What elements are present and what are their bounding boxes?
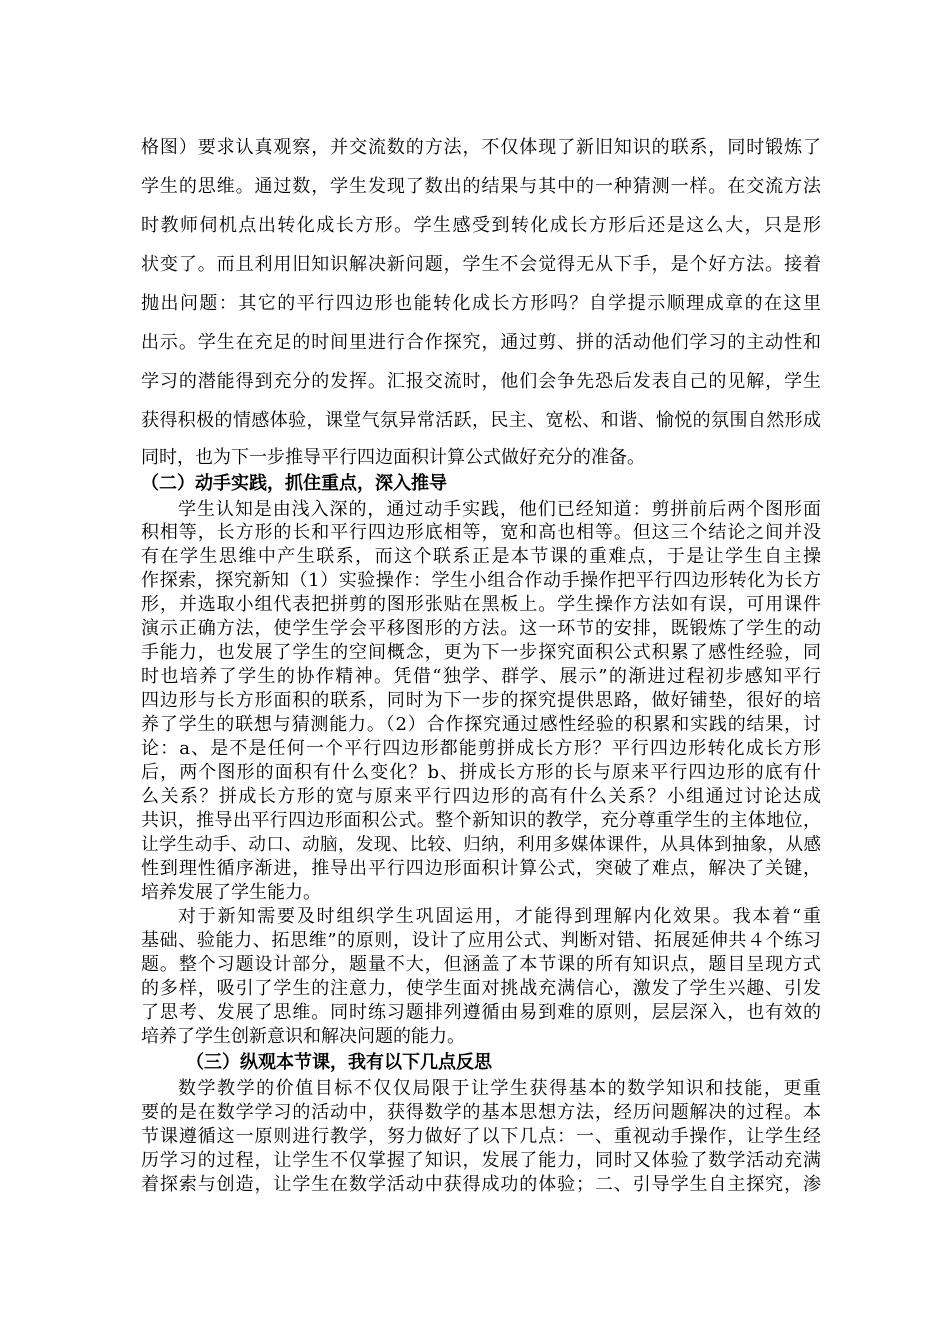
paragraph-2-line: 培养发展了学生能力。 — [141, 882, 321, 903]
paragraph-1-line: 抛出问题：其它的平行四边形也能转化成长方形吗？自学提示顺理成章的在这里 — [141, 293, 821, 314]
paragraph-4-line: 要的是在数学学习的活动中，获得数学的基本思想方法，经历问题解决的过程。本 — [141, 1102, 821, 1123]
paragraph-2-line: 论：a、是不是任何一个平行四边形都能剪拼成长方形？平行四边形转化成长方形 — [141, 738, 821, 759]
paragraph-2-line: 性到理性循序渐进，推导出平行四边形面积计算公式，突破了难点，解决了关键， — [141, 858, 821, 879]
paragraph-3-line: 培养了学生创新意识和解决问题的能力。 — [141, 1026, 465, 1047]
paragraph-1-line: 学生的思维。通过数，学生发现了数出的结果与其中的一种猜测一样。在交流方法 — [141, 176, 821, 197]
paragraph-4-line: 节课遵循这一原则进行教学，努力做好了以下几点：一、重视动手操作，让学生经 — [141, 1126, 821, 1147]
paragraph-2-line: 演示正确方法，使学生学会平移图形的方法。这一环节的安排，既锻炼了学生的动 — [141, 618, 821, 639]
paragraph-1-line: 时教师伺机点出转化成长方形。学生感受到转化成长方形后还是这么大，只是形 — [141, 215, 821, 236]
paragraph-2-line: 积相等，长方形的长和平行四边形底相等，宽和高也相等。但这三个结论之间并没 — [141, 522, 821, 543]
paragraph-1-line: 出示。学生在充足的时间里进行合作探究，通过剪、拼的活动他们学习的主动性和 — [141, 332, 821, 353]
paragraph-2-line: 学生认知是由浅入深的，通过动手实践，他们已经知道：剪拼前后两个图形面 — [178, 499, 821, 520]
paragraph-3-line: 基础、验能力、拓思维”的原则，设计了应用公式、判断对错、拓展延伸共４个练习 — [141, 930, 821, 951]
paragraph-3-line: 了思考、发展了思维。同时练习题排列遵循由易到难的原则，层层深入，也有效的 — [141, 1002, 821, 1023]
paragraph-2-line: 么关系？拼成长方形的宽与原来平行四边形的高有什么关系？小组通过讨论达成 — [141, 786, 821, 807]
paragraph-2-line: 共识，推导出平行四边形面积公式。整个新知识的教学，充分尊重学生的主体地位， — [141, 810, 821, 831]
paragraph-4-line: 历学习的过程，让学生不仅掌握了知识，发展了能力，同时又体验了数学活动充满 — [141, 1150, 821, 1171]
paragraph-2-line: 手能力，也发展了学生的空间概念，更为下一步探究面积公式积累了感性经验，同 — [141, 642, 821, 663]
paragraph-1-line: 学习的潜能得到充分的发挥。汇报交流时，他们会争先恐后发表自己的见解，学生 — [141, 371, 821, 392]
paragraph-1-line: 获得积极的情感体验，课堂气氛异常活跃，民主、宽松、和谐、愉悦的氛围自然形成 — [141, 410, 821, 431]
section-heading-3: （三）纵观本节课，我有以下几点反思 — [186, 1052, 492, 1073]
paragraph-2-line: 让学生动手、动口、动脑，发现、比较、归纳，利用多媒体课件，从具体到抽象，从感 — [141, 835, 821, 855]
paragraph-2-line: 四边形与长方形面积的联系，同时为下一步的探究提供思路，做好铺垫，很好的培 — [141, 690, 821, 711]
paragraph-4-line: 着探索与创造，让学生在数学活动中获得成功的体验；二、引导学生自主探究，渗 — [141, 1174, 821, 1195]
paragraph-2-line: 时也培养了学生的协作精神。凭借“独学、群学、展示”的渐进过程初步感知平行 — [141, 666, 821, 687]
paragraph-2-line: 形，并选取小组代表把拼剪的图形张贴在黑板上。学生操作方法如有误，可用课件 — [141, 594, 821, 615]
paragraph-2-line: 作探索，探究新知（1）实验操作：学生小组合作动手操作把平行四边形转化为长方 — [141, 570, 821, 591]
paragraph-4-line: 数学教学的价值目标不仅仅局限于让学生获得基本的数学知识和技能，更重 — [178, 1078, 821, 1099]
paragraph-2-line: 有在学生思维中产生联系，而这个联系正是本节课的重难点，于是让学生自主操 — [141, 546, 821, 567]
paragraph-3-line: 题。整个习题设计部分，题量不大，但涵盖了本节课的所有知识点，题目呈现方式 — [141, 954, 821, 975]
paragraph-1-line: 格图）要求认真观察，并交流数的方法，不仅体现了新旧知识的联系，同时锻炼了 — [141, 137, 821, 158]
paragraph-2-line: 后，两个图形的面积有什么变化？b、拼成长方形的长与原来平行四边形的底有什 — [141, 762, 821, 783]
paragraph-3-line: 的多样，吸引了学生的注意力，使学生面对挑战充满信心，激发了学生兴趣、引发 — [141, 978, 821, 999]
paragraph-1-line: 同时，也为下一步推导平行四边面积计算公式做好充分的准备。 — [141, 447, 645, 468]
section-heading-2: （二）动手实践，抓住重点，深入推导 — [141, 473, 447, 494]
paragraph-1-line: 状变了。而且利用旧知识解决新问题，学生不会觉得无从下手，是个好方法。接着 — [141, 254, 821, 275]
paragraph-3-line: 对于新知需要及时组织学生巩固运用，才能得到理解内化效果。我本着“重 — [178, 906, 821, 927]
paragraph-2-line: 养了学生的联想与猜测能力。（2）合作探究通过感性经验的积累和实践的结果，讨 — [141, 714, 821, 735]
